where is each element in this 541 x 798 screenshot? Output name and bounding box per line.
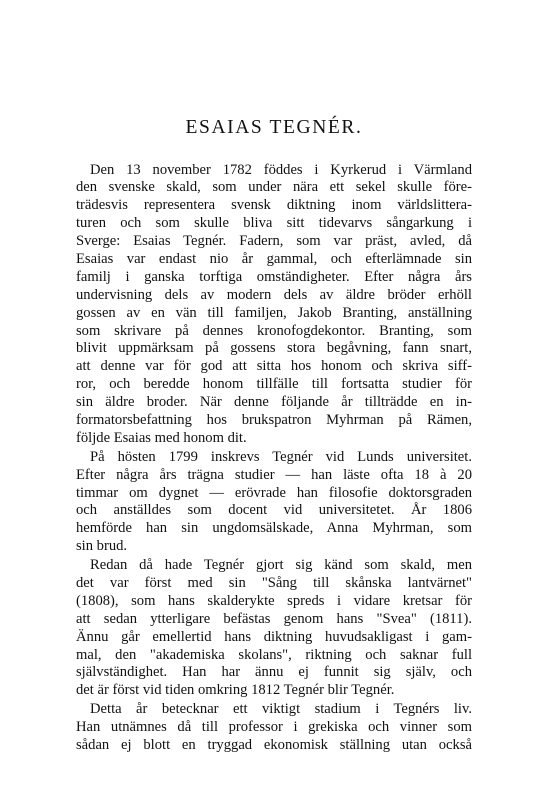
text-line: timmar om dygnet — erövrade han filosofie doktorsgraden: [76, 484, 472, 501]
text-line: Esaias var endast nio år gammal, och efterlämnade sin: [76, 250, 472, 267]
text-line: gossen av en vän till familjen, Jakob Branting, anställning: [76, 304, 472, 321]
text-line: och anställdes som docent vid universitetet. År 1806: [76, 502, 472, 519]
text-line: den svenske skald, som under nära ett sekel skulle före-: [76, 179, 472, 196]
text-line: att denne var för god att sitta hos honom och skriva siff-: [76, 358, 472, 375]
page-body: [76, 118, 472, 755]
text-line: turen och som skulle bliva sitt tidevarvs sångarkung i: [76, 215, 472, 232]
text-line: Den 13 november 1782 föddes i Kyrkerud i Värmland: [90, 161, 472, 178]
text-line: Efter några års trägna studier — han läste ofta 18 à 20: [76, 466, 472, 483]
text-line: sin äldre broder. När denne följande år tillträdde en in-: [76, 394, 472, 411]
text-line: Han utnämnes då till professor i grekiska och vinner som: [76, 719, 472, 736]
text-line: På hösten 1799 inskrevs Tegnér vid Lunds universitet.: [90, 448, 472, 465]
text-line: sådan ej blott en tryggad ekonomisk ställning utan också: [76, 737, 472, 753]
text-line: att sedan ytterligare befästas genom hans "Svea" (1811).: [76, 610, 472, 627]
text-line: Redan då hade Tegnér gjort sig känd som skald, men: [90, 557, 472, 574]
paragraph-4: [76, 701, 472, 755]
text-line: det var först med sin "Sång till skånska lantvärnet": [76, 574, 472, 591]
text-line: Ännu går emellertid hans diktning huvudsakligast i gam-: [76, 628, 472, 645]
text-line: självständighet. Han har ännu ej funnit sig själv, och: [76, 664, 472, 681]
text-line: hemförde han sin ungdomsälskade, Anna Myhrman, som: [76, 520, 472, 537]
text-line: familj i ganska torftiga omständigheter. Efter några års: [76, 268, 472, 285]
text-line: mal, den "akademiska skolans", riktning och saknar full: [76, 646, 472, 663]
text-line: följde Esaias med honom dit.: [76, 429, 247, 446]
chapter-title: ESAIAS TEGNÉR.: [185, 117, 363, 138]
text-line: (1808), som hans skalderykte spreds i vidare kretsar för: [76, 592, 472, 609]
text-line: blivit uppmärksam på gossens stora begåvning, fann snart,: [76, 340, 472, 357]
paragraph-3: [76, 557, 472, 700]
text-line: trädesvis representera svensk diktning inom världslittera-: [76, 197, 472, 214]
text-line: ror, och beredde honom tillfälle till fortsatta studier för: [76, 376, 472, 393]
text-line: det är först vid tiden omkring 1812 Tegnér blir Tegnér.: [76, 682, 395, 699]
paragraph-2: [76, 449, 472, 556]
paragraph-1: [76, 162, 472, 448]
text-line: Sverge: Esaias Tegnér. Fadern, som var präst, avled, då: [76, 233, 472, 250]
text-line: sin brud.: [76, 538, 128, 555]
text-line: formatorsbefattning hos brukspatron Myhrman på Rämen,: [76, 411, 472, 428]
text-line: undervisning dels av modern dels av äldre bröder erhöll: [76, 286, 472, 303]
text-line: Detta år betecknar ett viktigt stadium i Tegnérs liv.: [90, 701, 472, 718]
text-line: som skrivare på dennes kronofogdekontor. Branting, som: [76, 322, 472, 339]
